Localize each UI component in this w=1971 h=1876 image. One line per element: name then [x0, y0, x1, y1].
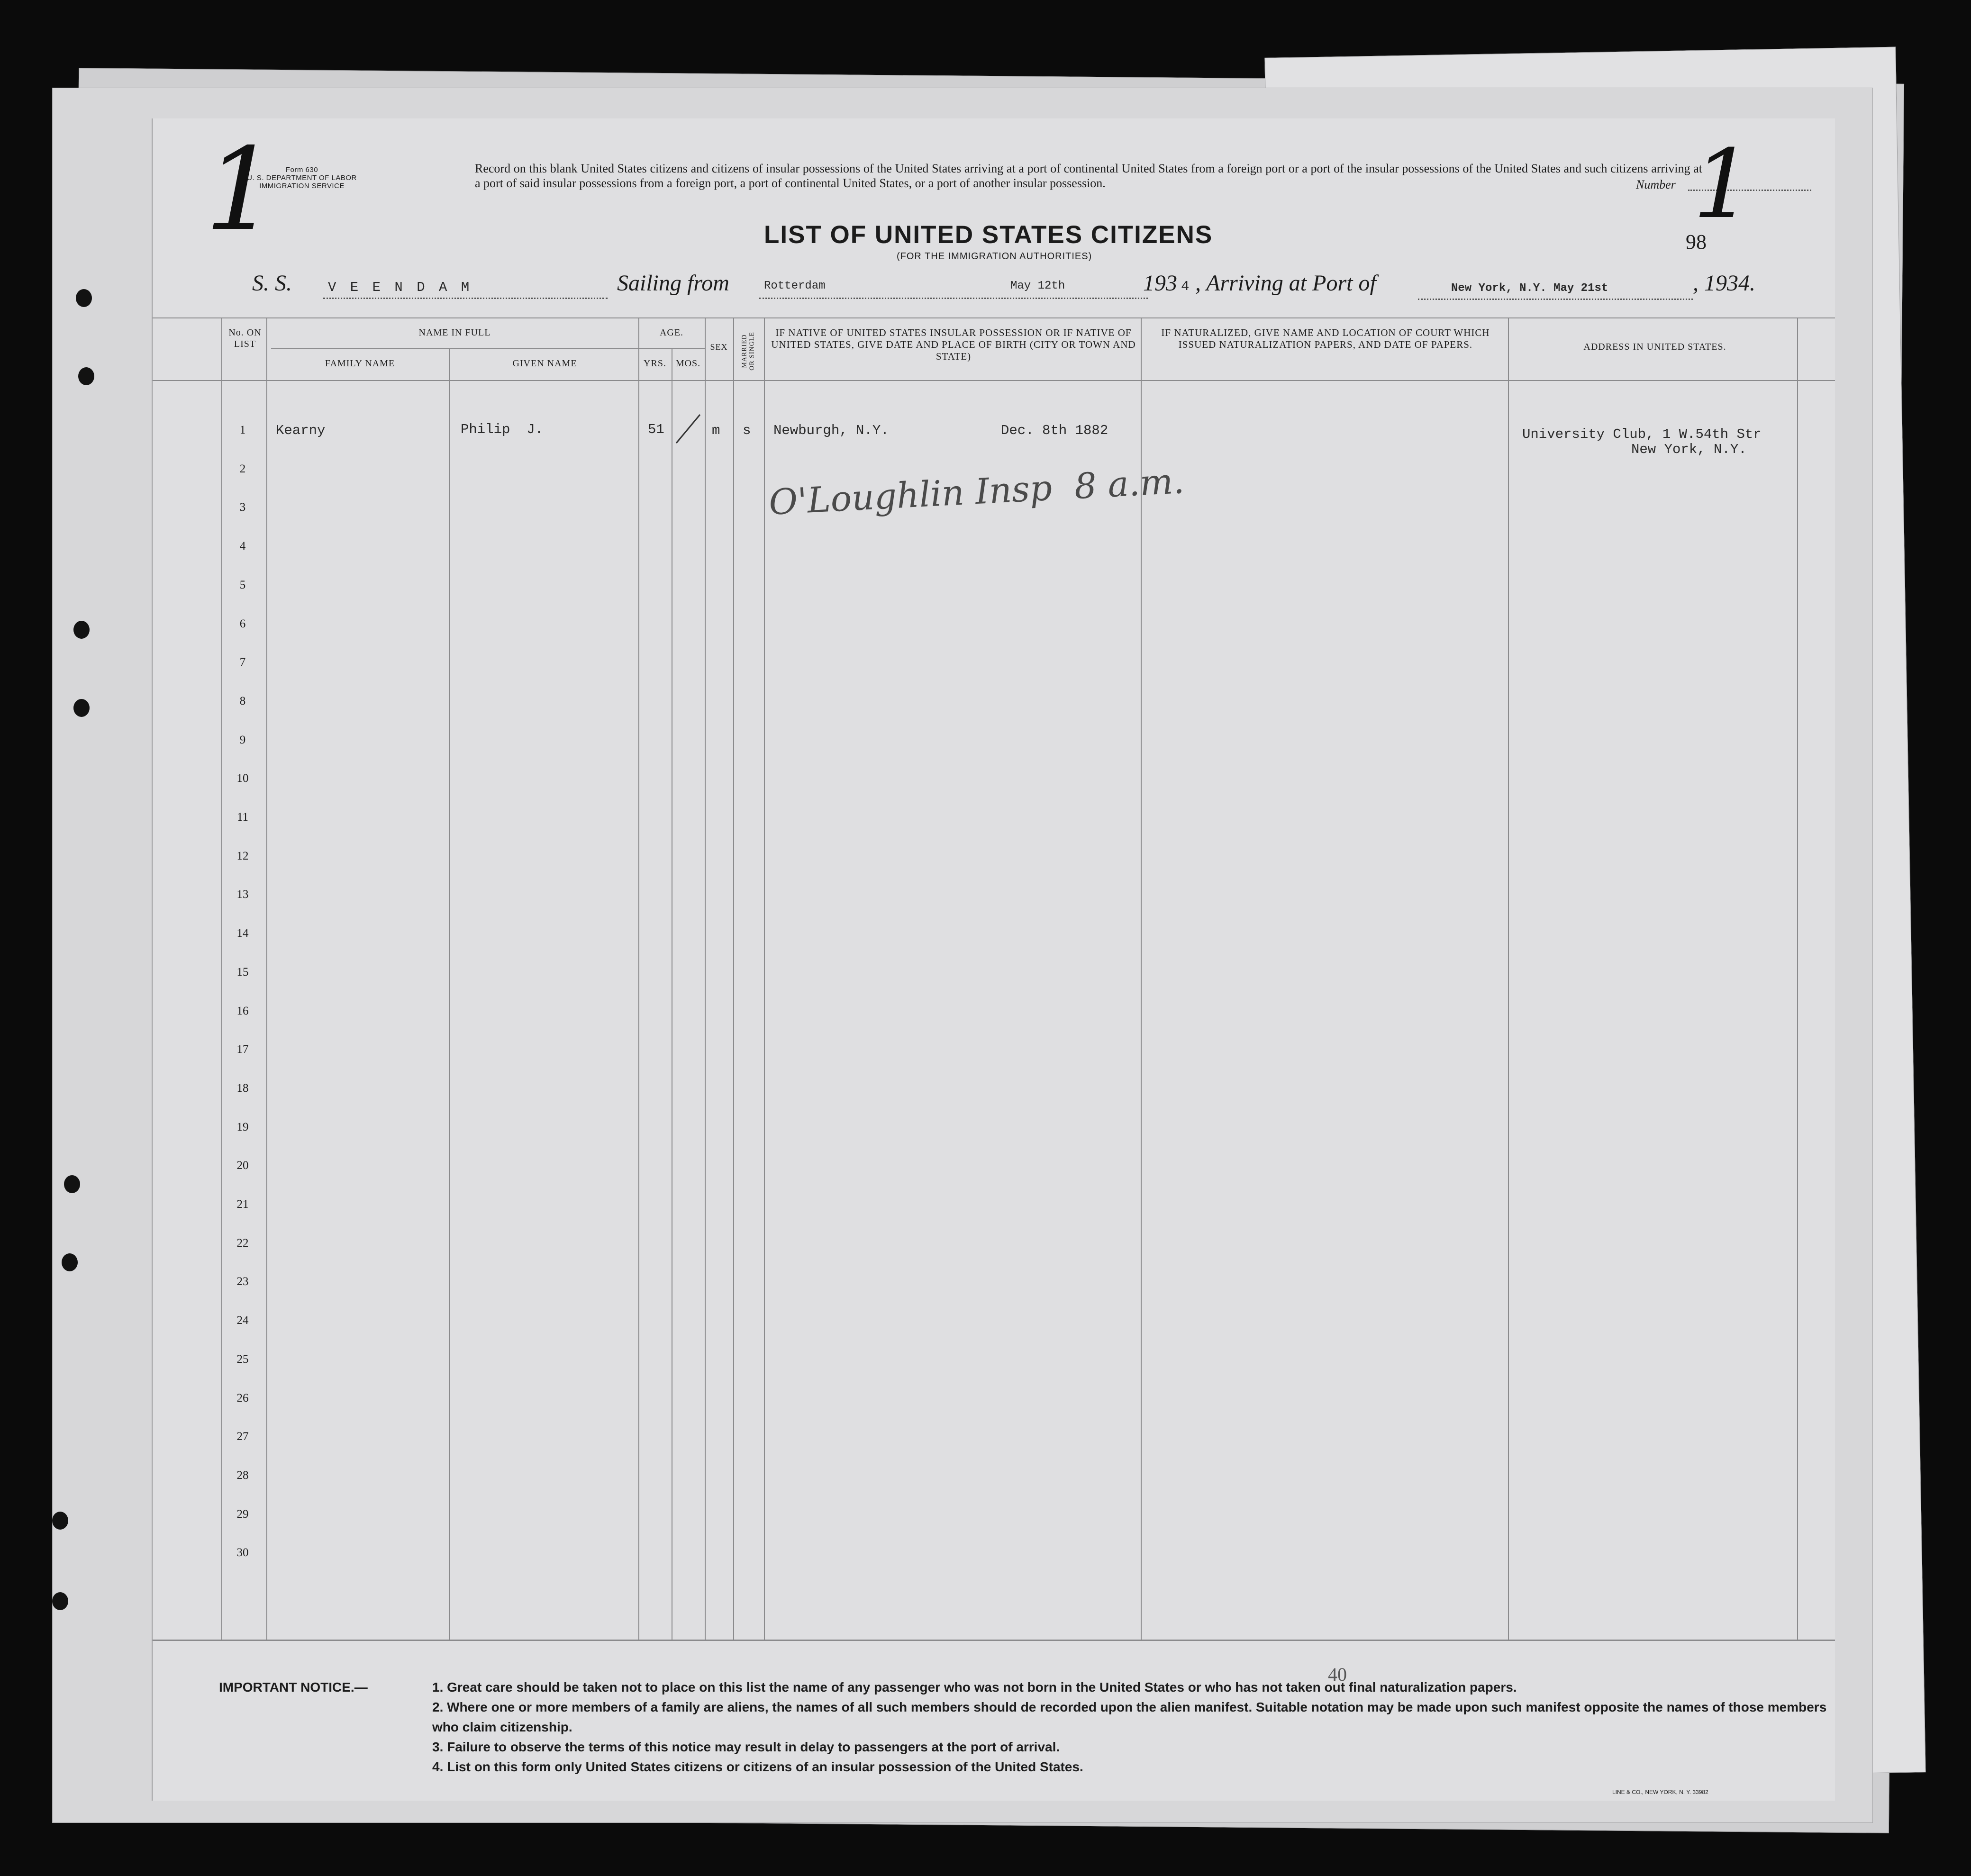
entry-birth-place: Newburgh, N.Y. — [773, 423, 889, 438]
col-rule — [638, 317, 639, 1640]
departure-date: May 12th — [1010, 280, 1065, 292]
row-number: 14 — [236, 927, 249, 940]
row-number: 29 — [236, 1507, 249, 1521]
form-subtitle: (FOR THE IMMIGRATION AUTHORITIES) — [897, 251, 1092, 262]
col-rule — [1797, 317, 1798, 1640]
citizen-list-form — [152, 118, 1835, 1801]
col-given-header: GIVEN NAME — [512, 358, 577, 369]
punch-hole-icon — [73, 621, 90, 639]
punch-hole-icon — [64, 1175, 80, 1193]
row-number: 21 — [236, 1198, 249, 1211]
row-number: 7 — [239, 656, 246, 669]
row-number: 22 — [236, 1236, 249, 1250]
table-top-rule — [153, 317, 1835, 318]
entry-birth-date: Dec. 8th 1882 — [1001, 423, 1108, 438]
row-number: 11 — [236, 811, 249, 824]
row-number: 25 — [236, 1352, 249, 1366]
entry-age-years: 51 — [648, 422, 664, 437]
arrival-port-date: New York, N.Y. May 21st — [1451, 282, 1608, 295]
printer-imprint: LINE & CO., NEW YORK, N. Y. 33982 — [1612, 1789, 1708, 1795]
row-number: 16 — [236, 1004, 249, 1017]
notice-item-1: 1. Great care should be taken not to place on this list the name of any passenger who was not born in the United States or who has not taken out final naturalization papers. — [432, 1680, 1517, 1695]
row-number: 3 — [239, 501, 246, 514]
entry-given-name: Philip J. — [461, 422, 544, 437]
col-rule — [764, 317, 765, 1640]
arriving-label: , Arriving at Port of — [1195, 271, 1376, 296]
table-bottom-rule — [153, 1640, 1835, 1641]
col-rule — [1508, 317, 1509, 1640]
punch-hole-icon — [73, 699, 90, 717]
page-number: 98 — [1686, 230, 1707, 254]
row-number: 20 — [236, 1159, 249, 1172]
col-address-header: ADDRESS IN UNITED STATES. — [1583, 342, 1726, 352]
ship-name: V E E N D A M — [328, 280, 472, 295]
entry-marital: s — [743, 423, 751, 438]
row-number: 9 — [239, 733, 246, 746]
row-number: 30 — [236, 1546, 249, 1559]
entry-address-line2: New York, N.Y. — [1631, 442, 1747, 457]
row-number: 10 — [236, 772, 249, 785]
row-number: 19 — [236, 1120, 249, 1133]
notice-heading: IMPORTANT NOTICE.— — [219, 1680, 368, 1695]
notice-item-3: 3. Failure to observe the terms of this notice may result in delay to passengers at the port of arrival. — [432, 1740, 1060, 1754]
row-number: 27 — [236, 1430, 249, 1443]
row-number: 23 — [236, 1275, 249, 1288]
number-label: Number — [1636, 178, 1676, 191]
row-number: 24 — [236, 1314, 249, 1327]
entry-address-line1: University Club, 1 W.54th Str — [1522, 426, 1762, 442]
punch-hole-icon — [76, 289, 92, 307]
row-number: 26 — [236, 1391, 249, 1405]
row-number: 6 — [239, 617, 246, 630]
sailing-label: Sailing from — [617, 271, 729, 296]
col-age-header: AGE. — [659, 327, 684, 338]
instructions-text: Record on this blank United States citizens and citizens of insular possessions of the United States arriving at a port of continental United States from a foreign port or a port of the insular possessions of the United States and such citizens arriving at a port of said insular possessions from a foreign port, a port of continental United States, or a port of another insular possession. — [475, 162, 1702, 190]
punch-hole-icon — [62, 1253, 78, 1271]
port-line — [759, 298, 1148, 299]
col-rule — [221, 317, 222, 1640]
row-number: 1 — [239, 424, 246, 436]
col-name-header: NAME IN FULL — [418, 327, 491, 338]
row-number: 28 — [236, 1468, 249, 1482]
col-family-header: FAMILY NAME — [325, 358, 395, 369]
col-mos-header: MOS. — [675, 358, 701, 369]
ss-label: S. S. — [252, 271, 292, 296]
row-number: 13 — [236, 888, 249, 901]
important-notice — [219, 1677, 1830, 1777]
col-rule — [449, 348, 450, 1640]
age-dash-mark — [674, 412, 702, 445]
name-subheader-rule — [271, 348, 643, 349]
entry-family-name: Kearny — [276, 423, 326, 438]
punch-hole-icon — [78, 367, 94, 385]
notice-item-2: 2. Where one or more members of a family are aliens, the names of all such members should de recorded upon the alien manifest. Suitable notation may be made upon such manifest opposite the names of those members who claim citizenship. — [432, 1700, 1827, 1734]
col-rule — [733, 317, 734, 1640]
arrival-line — [1418, 299, 1693, 300]
header-bottom-rule — [153, 380, 1835, 381]
list-number-handwritten: 1 — [205, 123, 277, 256]
inspector-annotation: O'Loughlin Insp 8 a.m. — [768, 461, 1185, 523]
col-naturalized-header: IF NATURALIZED, GIVE NAME AND LOCATION OF COURT WHICH ISSUED NATURALIZATION PAPERS, AND DATE OF PAPERS. — [1161, 327, 1490, 350]
row-number: 17 — [236, 1043, 249, 1056]
service-name: IMMIGRATION SERVICE — [259, 182, 345, 190]
row-number: 8 — [239, 694, 246, 707]
row-number: 5 — [239, 578, 246, 591]
notice-item-4: 4. List on this form only United States citizens or citizens of an insular possession of the United States. — [432, 1759, 1083, 1774]
entry-sex: m — [712, 423, 720, 438]
age-subheader-rule — [638, 348, 705, 349]
col-married-header: MARRIED OR SINGLE — [741, 332, 756, 371]
row-number: 4 — [239, 540, 246, 553]
arrival-year: , 1934. — [1693, 271, 1755, 296]
punch-hole-icon — [52, 1512, 68, 1530]
row-number: 2 — [239, 462, 246, 475]
ship-line — [323, 298, 608, 299]
stamp-number: 40 — [1328, 1664, 1347, 1685]
department-name: U. S. DEPARTMENT OF LABOR — [247, 174, 357, 182]
row-number: 12 — [236, 849, 249, 862]
row-number: 15 — [236, 965, 249, 979]
year-suffix: 4 — [1181, 279, 1190, 294]
corner-number-handwritten: 1 — [1693, 129, 1753, 240]
row-number: 18 — [236, 1081, 249, 1095]
col-no-header: No. ON LIST — [228, 327, 262, 349]
form-id-block — [228, 166, 375, 190]
year-prefix: 193 — [1143, 271, 1177, 296]
col-native-header: IF NATIVE OF UNITED STATES INSULAR POSSESSION OR IF NATIVE OF UNITED STATES, GIVE DATE AND PLACE OF BIRTH (CITY OR TOWN AND STATE) — [771, 327, 1136, 362]
col-rule — [266, 317, 267, 1640]
notice-item-1-row — [219, 1677, 1830, 1697]
form-title: LIST OF UNITED STATES CITIZENS — [764, 221, 1213, 249]
form-number: Form 630 — [285, 166, 318, 174]
col-sex-header: SEX — [710, 342, 728, 352]
port-from: Rotterdam — [764, 280, 826, 292]
col-rule — [705, 317, 706, 1640]
col-yrs-header: YRS. — [644, 358, 666, 369]
punch-hole-icon — [52, 1592, 68, 1610]
col-rule — [1141, 317, 1142, 1640]
